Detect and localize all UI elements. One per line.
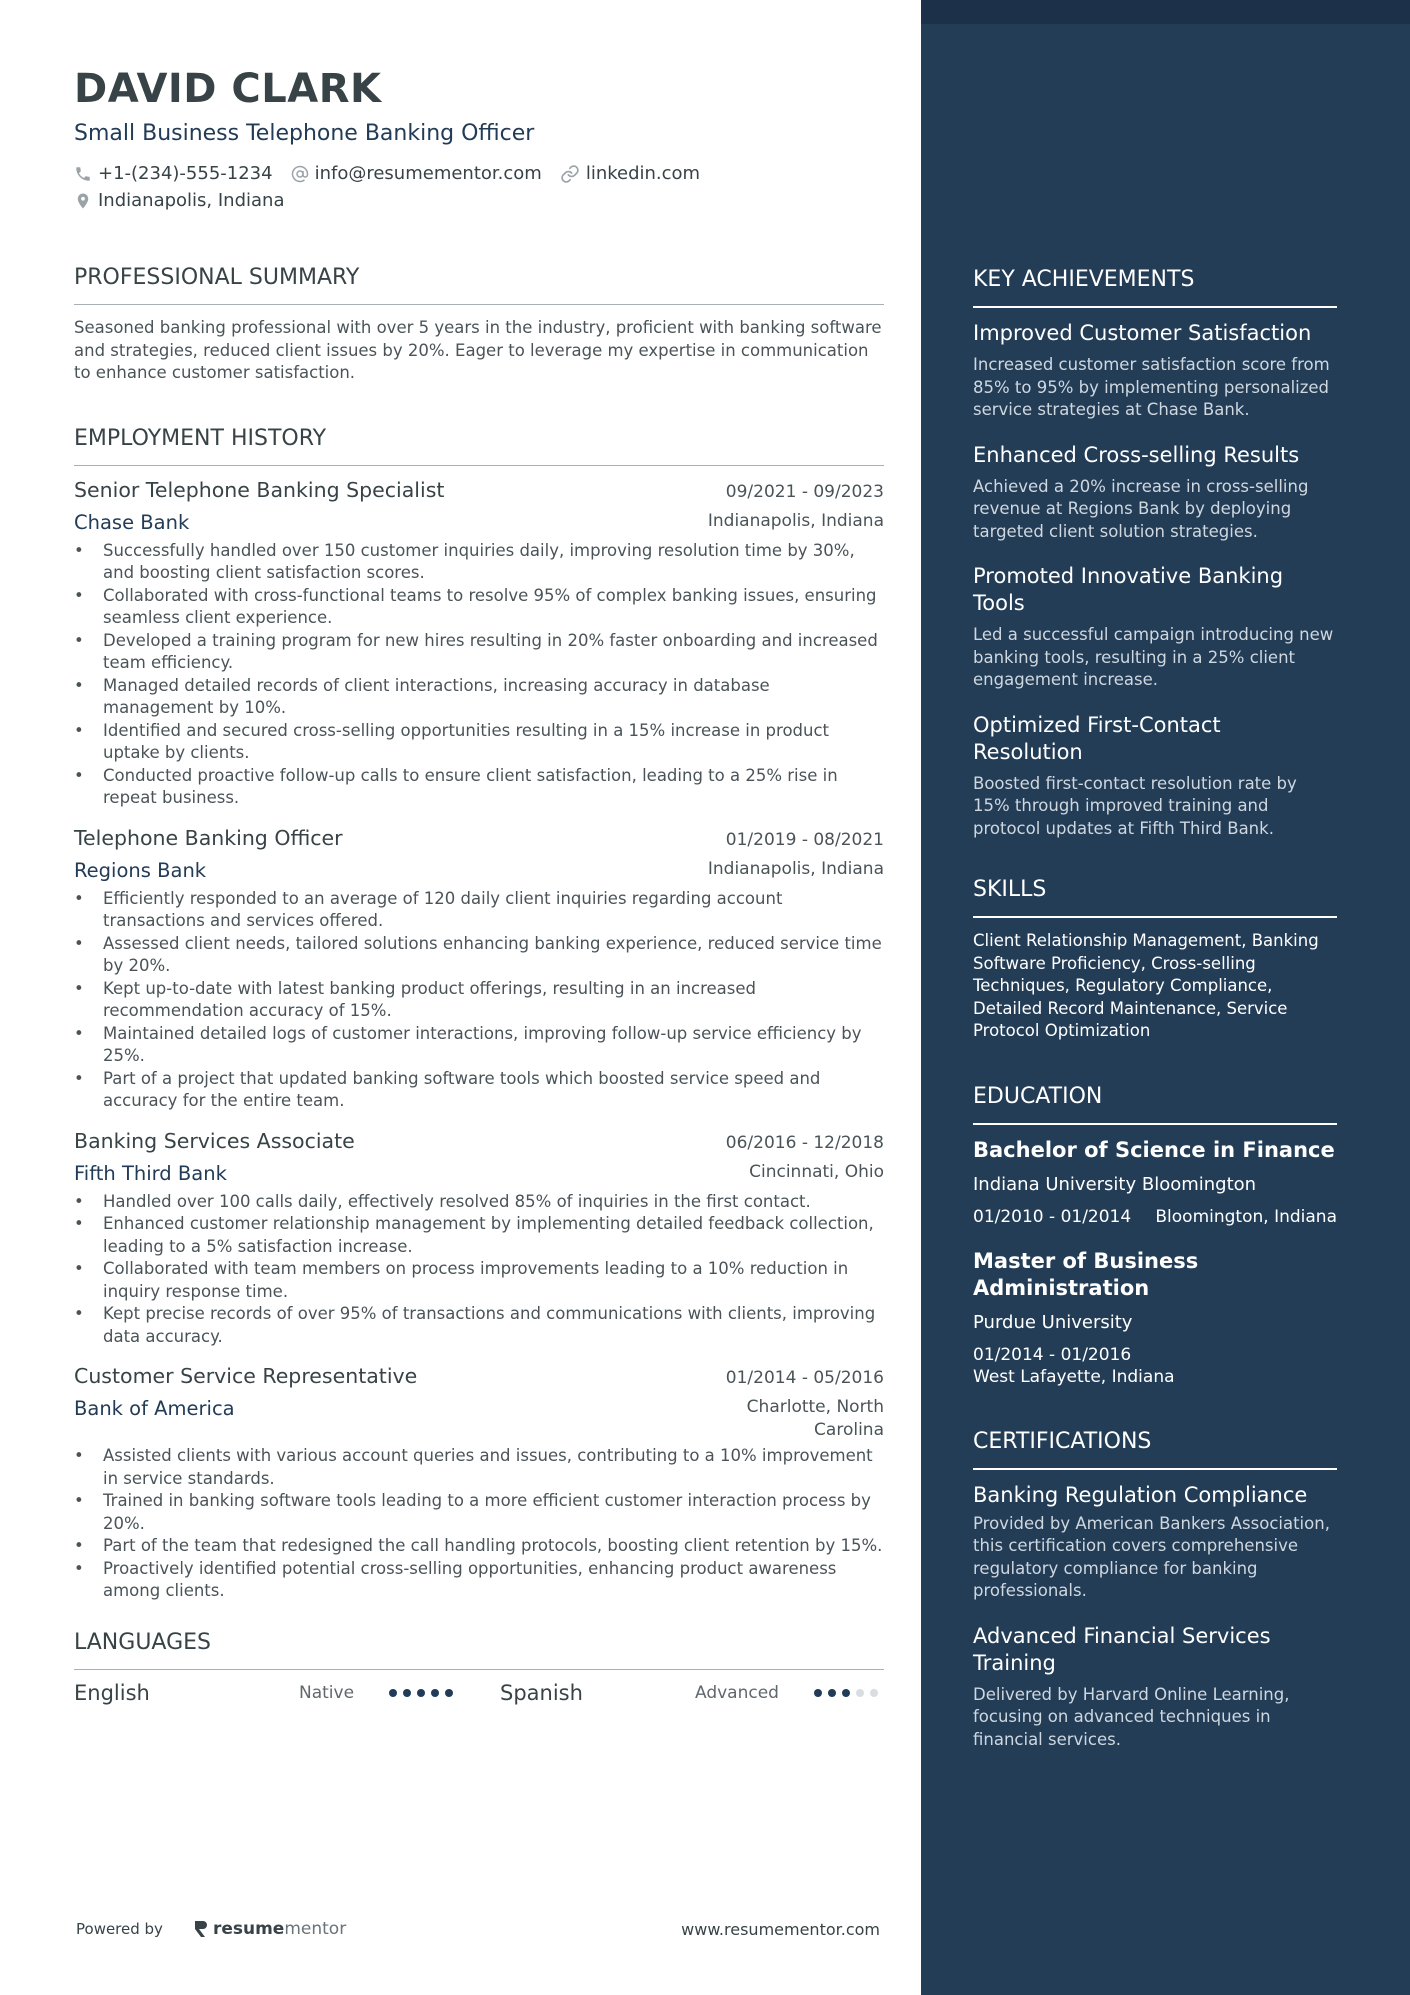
certifications-section	[973, 1428, 1337, 1752]
job-bullets	[74, 540, 884, 810]
job-role: Banking Services Associate	[74, 1128, 355, 1153]
achievement-title: Enhanced Cross-selling Results	[973, 442, 1300, 467]
education-dates: 01/2014 - 01/2016	[973, 1344, 1132, 1365]
job-location: Cincinnati, Ohio	[749, 1161, 884, 1182]
education-section	[973, 1083, 1337, 1388]
list-item: • Conducted proactive follow-up calls to ensure client satisfaction, leading to a 25% rise in repeat business.	[74, 765, 884, 810]
language-level: Advanced	[695, 1682, 779, 1703]
languages-section	[74, 1629, 884, 1710]
certification-desc: Provided by American Bankers Association, this certification covers comprehensive regulatory compliance for banking professionals.	[973, 1513, 1330, 1600]
brand-text-light: mentor	[284, 1919, 347, 1939]
list-item: • Trained in banking software tools leading to a more efficient customer interaction process by 20%.	[74, 1490, 884, 1535]
list-item: • Collaborated with team members on process improvements leading to a 10% reduction in inquiry response time.	[74, 1258, 884, 1303]
rating-dot-filled	[431, 1689, 439, 1697]
job-entry	[74, 824, 884, 1113]
powered-by	[76, 1919, 346, 1939]
map-pin-icon	[74, 191, 92, 211]
job-dates: 06/2016 - 12/2018	[725, 1132, 884, 1153]
language-rating	[814, 1689, 878, 1697]
achievement-title: Promoted Innovative Banking Tools	[973, 564, 1284, 615]
list-item: • Assessed client needs, tailored solutions enhancing banking experience, reduced service time by 20%.	[74, 933, 884, 978]
list-item: • Kept precise records of over 95% of transactions and communications with clients, improving data accuracy.	[74, 1303, 884, 1348]
employment-heading: EMPLOYMENT HISTORY	[74, 425, 327, 451]
job-location: Indianapolis, Indiana	[707, 510, 884, 531]
summary-section	[74, 264, 884, 385]
certifications-heading: CERTIFICATIONS	[973, 1428, 1152, 1454]
summary-text: Seasoned banking professional with over 5 years in the industry, proficient with banking software and strategies, reduced client issues by 20%. Eager to leverage my expertise in communication to enhance customer satisfaction.	[74, 318, 882, 382]
language-level: Native	[299, 1682, 355, 1703]
achievements-heading: KEY ACHIEVEMENTS	[973, 267, 1195, 292]
job-dates: 09/2021 - 09/2023	[725, 481, 884, 502]
rating-dot-empty	[856, 1689, 864, 1697]
rating-dot-filled	[417, 1689, 425, 1697]
divider	[973, 306, 1337, 308]
job-location: Charlotte, North Carolina	[746, 1397, 884, 1440]
rating-dot-filled	[828, 1689, 836, 1697]
language-name: English	[74, 1680, 150, 1705]
job-dates: 01/2019 - 08/2021	[725, 829, 884, 850]
list-item: • Efficiently responded to an average of 120 daily client inquiries regarding account transactions and services offered.	[74, 888, 884, 933]
rating-dot-filled	[842, 1689, 850, 1697]
achievement-desc: Led a successful campaign introducing new banking tools, resulting in a 25% client engagement increase.	[973, 625, 1334, 689]
job-dates: 01/2014 - 05/2016	[725, 1368, 884, 1388]
divider	[973, 916, 1337, 918]
achievement-item	[973, 563, 1337, 692]
divider	[973, 1123, 1337, 1125]
phone-icon	[74, 165, 92, 183]
job-entry	[74, 1127, 884, 1349]
contact-info	[74, 160, 884, 214]
skills-heading: SKILLS	[973, 877, 1047, 902]
achievement-desc: Increased customer satisfaction score from 85% to 95% by implementing personalized service strategies at Chase Bank.	[973, 355, 1330, 419]
contact-location	[74, 190, 285, 211]
linkedin-text: linkedin.com	[585, 163, 701, 184]
contact-linkedin[interactable]	[560, 163, 700, 184]
at-sign-icon	[291, 165, 309, 183]
education-item	[973, 1248, 1337, 1388]
job-location: Indianapolis, Indiana	[707, 858, 884, 879]
certification-item	[973, 1623, 1337, 1752]
list-item: • Managed detailed records of client interactions, increasing accuracy in database management by 10%.	[74, 675, 884, 720]
job-entry	[74, 1362, 884, 1603]
sidebar-top-band	[921, 0, 1410, 24]
phone-text: +1-(234)-555-1234	[98, 163, 273, 184]
certification-item	[973, 1482, 1337, 1603]
divider	[74, 304, 884, 305]
employment-section	[74, 425, 884, 1603]
rating-dot-filled	[389, 1689, 397, 1697]
list-item: • Part of the team that redesigned the call handling protocols, boosting client retention by 15%.	[74, 1535, 884, 1558]
certification-title: Banking Regulation Compliance	[973, 1482, 1308, 1507]
achievement-item	[973, 712, 1337, 841]
divider	[973, 1468, 1337, 1470]
footer	[76, 1914, 880, 1944]
education-location: West Lafayette, Indiana	[973, 1366, 1175, 1387]
job-entry	[74, 476, 884, 810]
skills-text: Client Relationship Management, Banking Software Proficiency, Cross-selling Techniques, Regulatory Compliance, Detailed Record Maintenance, Service Protocol Optimization	[973, 931, 1319, 1040]
achievement-desc: Achieved a 20% increase in cross-selling revenue at Regions Bank by deploying targeted client solution strategies.	[973, 476, 1309, 541]
contact-phone[interactable]	[74, 163, 273, 184]
skills-section	[973, 876, 1337, 1043]
list-item: • Proactively identified potential cross-selling opportunities, enhancing product awareness among clients.	[74, 1558, 884, 1603]
divider	[74, 1669, 884, 1670]
job-role: Customer Service Representative	[74, 1364, 418, 1388]
location-text: Indianapolis, Indiana	[98, 190, 285, 211]
list-item: • Identified and secured cross-selling opportunities resulting in a 15% increase in product uptake by clients.	[74, 720, 884, 765]
sidebar	[921, 0, 1410, 1995]
job-bullets	[74, 1191, 884, 1349]
footer-website-link[interactable]: www.resumementor.com	[681, 1919, 880, 1939]
achievement-desc: Boosted first-contact resolution rate by 15% through improved training and protocol updates at Fifth Third Bank.	[973, 773, 1297, 838]
job-company: Chase Bank	[74, 510, 190, 534]
list-item: • Maintained detailed logs of customer interactions, improving follow-up service efficiency by 25%.	[74, 1023, 884, 1068]
achievements-section	[973, 266, 1337, 840]
job-company: Bank of America	[74, 1397, 235, 1420]
education-dates: 01/2010 - 01/2014	[973, 1206, 1132, 1227]
list-item: • Enhanced customer relationship management by implementing detailed feedback collection, leading to a 5% satisfaction increase.	[74, 1213, 884, 1258]
resumementor-logo-icon	[193, 1919, 209, 1939]
brand-logo[interactable]	[193, 1919, 346, 1939]
job-company: Fifth Third Bank	[74, 1161, 227, 1185]
rating-dot-empty	[870, 1689, 878, 1697]
list-item: • Collaborated with cross-functional teams to resolve 95% of complex banking issues, ensuring seamless client experience.	[74, 585, 884, 630]
language-rating	[389, 1689, 500, 1697]
rating-dot-filled	[814, 1689, 822, 1697]
education-school: Indiana University Bloomington	[973, 1173, 1257, 1195]
job-role: Telephone Banking Officer	[74, 825, 343, 850]
education-degree: Master of Business Administration	[973, 1248, 1199, 1300]
list-item: • Successfully handled over 150 customer inquiries daily, improving resolution time by 30%, and boosting client satisfaction scores.	[74, 540, 884, 585]
education-degree: Bachelor of Science in Finance	[973, 1137, 1335, 1162]
job-bullets	[74, 1445, 884, 1603]
rating-dot-filled	[445, 1689, 453, 1697]
job-role: Senior Telephone Banking Specialist	[74, 477, 445, 502]
divider	[74, 465, 884, 466]
certification-desc: Delivered by Harvard Online Learning, focusing on advanced techniques in financial services.	[973, 1684, 1290, 1749]
main-content	[74, 64, 884, 1710]
certification-title: Advanced Financial Services Training	[973, 1623, 1271, 1675]
rating-dot-filled	[403, 1689, 411, 1697]
list-item: • Part of a project that updated banking software tools which boosted service speed and accuracy for the entire team.	[74, 1068, 884, 1113]
job-company: Regions Bank	[74, 858, 207, 882]
sidebar-content	[973, 266, 1337, 1771]
job-bullets	[74, 888, 884, 1113]
achievement-item	[973, 320, 1337, 422]
list-item: • Developed a training program for new hires resulting in 20% faster onboarding and increased team efficiency.	[74, 630, 884, 675]
summary-heading: PROFESSIONAL SUMMARY	[74, 265, 360, 290]
education-item	[973, 1137, 1337, 1228]
candidate-name: DAVID CLARK	[74, 66, 382, 112]
languages-heading: LANGUAGES	[74, 1629, 211, 1655]
achievement-title: Optimized First-Contact Resolution	[973, 712, 1221, 764]
link-icon	[560, 164, 580, 184]
languages-row	[74, 1676, 884, 1710]
achievement-title: Improved Customer Satisfaction	[973, 321, 1312, 345]
contact-email[interactable]	[291, 163, 542, 184]
brand-text-bold: resume	[212, 1919, 285, 1939]
language-name: Spanish	[500, 1680, 583, 1705]
education-location: Bloomington, Indiana	[1155, 1206, 1337, 1227]
education-heading: EDUCATION	[973, 1083, 1103, 1109]
candidate-title: Small Business Telephone Banking Officer	[74, 121, 535, 146]
powered-by-text: Powered by	[76, 1920, 163, 1938]
list-item: • Handled over 100 calls daily, effectively resolved 85% of inquiries in the first contact.	[74, 1191, 884, 1214]
list-item: • Kept up-to-date with latest banking product offerings, resulting in an increased recommendation accuracy of 15%.	[74, 978, 884, 1023]
list-item: • Assisted clients with various account queries and issues, contributing to a 10% improvement in service standards.	[74, 1445, 884, 1490]
achievement-item	[973, 442, 1337, 544]
education-school: Purdue University	[973, 1311, 1133, 1333]
email-text: info@resumementor.com	[314, 163, 542, 184]
